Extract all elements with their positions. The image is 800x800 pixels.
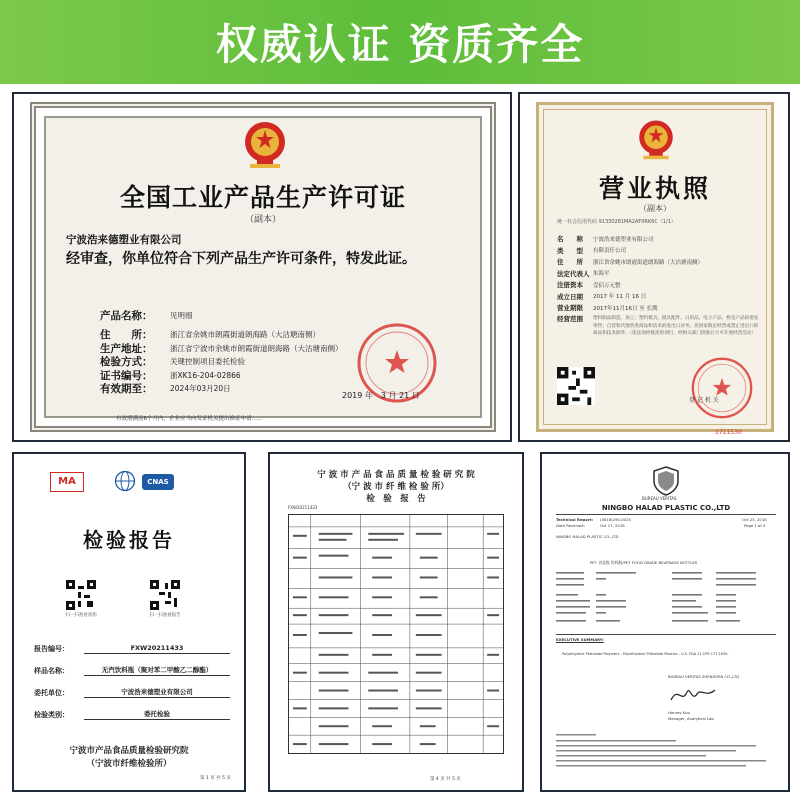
bureau-veritas-logo-icon bbox=[651, 466, 681, 496]
field-label: 名 称 bbox=[557, 235, 583, 244]
inspection-report-table-page bbox=[268, 452, 524, 792]
institute-subname: （宁 波 市 纤 维 检 验 所） bbox=[343, 482, 449, 492]
production-license-document bbox=[30, 102, 496, 432]
field-value: 见明细 bbox=[170, 310, 193, 320]
field-value: 壹佰万元整 bbox=[593, 282, 621, 289]
field-label: 法定代表人 bbox=[557, 269, 590, 278]
field-row bbox=[557, 245, 767, 257]
footer-lines bbox=[556, 732, 776, 772]
banner bbox=[0, 0, 800, 84]
field-value: 2024年03月20日 bbox=[170, 384, 231, 394]
qr-code-icon bbox=[66, 580, 96, 610]
field-label: 有效期至： bbox=[100, 383, 153, 396]
certificate-title: 全国工业产品生产许可证 bbox=[119, 183, 406, 212]
report-fields bbox=[34, 632, 230, 720]
ma-logo: MA bbox=[50, 472, 84, 492]
field-label: 检验方式： bbox=[100, 356, 153, 369]
field-value: 浙江省宁波市余姚市朗霞街道朗海路（大沽塘南侧） bbox=[170, 343, 343, 353]
business-scope: 塑料制品制造、加工；塑料模具、模具配件、日用品、电子产品、机电产品的批发零售；自营和代理各类商品和技术的进出口业务，但国家限定经营或禁止进出口的商品和技术除外。（依法须经批准的项目，经相关部门批准后方可开展经营活动） bbox=[593, 316, 759, 336]
divider bbox=[556, 634, 776, 635]
report-details-lines bbox=[556, 570, 776, 630]
license-fields bbox=[557, 233, 767, 314]
cnas-logo: CNAS bbox=[142, 474, 174, 490]
field-value: 有限责任公司 bbox=[593, 248, 627, 255]
report-title: 检验报告 bbox=[83, 528, 175, 552]
field-label: 营业期限 bbox=[557, 304, 583, 313]
certificate-footer-note: 有效期满前6个月内，企业应当向发证机关提出换证申请…… bbox=[116, 416, 263, 422]
inspection-report-cover bbox=[12, 452, 246, 792]
signer-name: Harvey Kuo bbox=[668, 710, 690, 715]
field-value: 无汽饮料瓶（聚对苯二甲酸乙二醇酯） bbox=[84, 666, 230, 676]
page-number: 第 1 页 共 5 页 bbox=[200, 776, 231, 781]
signature-icon bbox=[668, 684, 718, 706]
field-value: 2017 年 11 月 16 日 bbox=[593, 294, 647, 301]
report-number: (0818)290-0025 bbox=[600, 517, 631, 522]
qr-caption: 扫一扫查看真伪 bbox=[65, 613, 97, 618]
registration-authority: 登 记 机 关 bbox=[689, 397, 719, 404]
report-title: 检 验 报 告 bbox=[366, 494, 426, 504]
field-row bbox=[557, 302, 767, 314]
date-received-label: Date Received: bbox=[556, 523, 585, 528]
field-value: 关键控制项目委托检验 bbox=[170, 357, 245, 367]
field-row bbox=[34, 632, 230, 654]
report-company: NINGBO HALAD PLASTIC CO.,LTD bbox=[601, 504, 731, 512]
business-license-certificate bbox=[518, 92, 790, 442]
field-label: 产品名称： bbox=[100, 309, 153, 322]
field-value: 浙江省余姚市朗霞街道朗海路（大沽塘南侧） bbox=[170, 330, 320, 340]
technical-report-document bbox=[550, 462, 782, 784]
field-label: 证书编号： bbox=[100, 369, 153, 382]
field-value: 宁波浩来德塑业有限公司 bbox=[84, 688, 230, 698]
field-value: 宁波浩来德塑业有限公司 bbox=[593, 236, 654, 243]
qr-caption: 扫一扫查看报告 bbox=[149, 613, 181, 618]
scope-label: 经营范围 bbox=[557, 315, 583, 323]
globe-icon bbox=[114, 470, 136, 492]
summary-text: Polyethylene Phthalate Polymers - Polyethylene Phthalate Plastics - U.S. FDA 21 CFR 177.1630. bbox=[562, 652, 729, 656]
field-label: 住 所 bbox=[557, 258, 583, 267]
license-subtitle: （副本） bbox=[639, 204, 671, 213]
bureau-veritas-wordmark: BUREAU VERITAS bbox=[642, 496, 677, 501]
qr-code-icon bbox=[150, 580, 180, 610]
field-row bbox=[34, 654, 230, 676]
certificate-body: 经审查，你单位符合下列产品生产许可条件，特发此证。 bbox=[66, 251, 416, 267]
certificate-subtitle: （副本） bbox=[244, 215, 281, 225]
summary-title: EXECUTIVE SUMMARY: bbox=[556, 637, 604, 642]
serial-number: 1711530 bbox=[715, 429, 742, 436]
qr-code-icon bbox=[557, 367, 595, 405]
field-row bbox=[557, 279, 767, 291]
license-title: 营业执照 bbox=[598, 174, 711, 203]
national-emblem-icon bbox=[240, 118, 290, 170]
page-number: 第 4 页 共 5 页 bbox=[430, 777, 461, 782]
client-address: NINGBO HALAD PLASTIC CO.,LTD bbox=[556, 534, 619, 539]
field-value: 2017年11月16日 至 长期 bbox=[593, 305, 658, 312]
credit-code: 统一社会信用代码 91330281MA2AF0RK6C（1/1） bbox=[557, 219, 676, 225]
official-seal-icon bbox=[689, 355, 755, 421]
field-value: 浙江省余姚市朗霞街道朗海路（大沽塘南侧） bbox=[593, 259, 704, 266]
company-name: 宁波浩来德塑业有限公司 bbox=[66, 234, 182, 246]
divider bbox=[556, 514, 776, 515]
field-label: 样品名称： bbox=[34, 667, 69, 675]
production-license-certificate bbox=[12, 92, 512, 442]
field-label: 检验类别： bbox=[34, 711, 69, 719]
field-value: 浙XK16-204-02866 bbox=[170, 370, 241, 380]
field-label: 委托单位： bbox=[34, 689, 69, 697]
field-label: 成立日期 bbox=[557, 292, 583, 301]
issue-date: Oct 23, 2018 bbox=[742, 517, 767, 522]
lab-name: BUREAU VERITAS SHENZHEN CO.,LTD bbox=[668, 674, 740, 679]
field-label: 住 所： bbox=[100, 329, 153, 342]
report-title-label: Technical Report: bbox=[556, 517, 594, 522]
issue-date: 2019 年 3 月 21 日 bbox=[342, 391, 420, 400]
institute-name: 宁波市产品食品质量检验研究院 bbox=[69, 746, 189, 756]
field-value: 委托检验 bbox=[84, 710, 230, 720]
business-license-document bbox=[536, 102, 774, 436]
field-row bbox=[557, 268, 767, 280]
field-label: 类 型 bbox=[557, 246, 583, 255]
field-row bbox=[34, 698, 230, 720]
sample-description: PET 食品级 饮料瓶/PET FOOD GRADE BEVERAGE BOTTLES bbox=[590, 560, 698, 565]
field-row bbox=[557, 256, 767, 268]
field-label: 生产地址： bbox=[100, 342, 153, 355]
date-received: Oct 17, 2018 bbox=[600, 523, 625, 528]
field-value: FXW20211433 bbox=[84, 644, 230, 654]
report-number: FXW20211433 bbox=[288, 505, 318, 510]
page-number: Page 1 of 4 bbox=[744, 523, 766, 528]
institute-subname: （宁波市纤维检验所） bbox=[86, 759, 172, 769]
field-label: 报告编号： bbox=[34, 645, 69, 653]
institute-name: 宁 波 市 产 品 食 品 质 量 检 验 研 究 院 bbox=[317, 470, 475, 480]
signer-title: Manager, Analytical Lab bbox=[668, 716, 714, 721]
field-row bbox=[34, 676, 230, 698]
field-row bbox=[557, 291, 767, 303]
inspection-report-document bbox=[22, 462, 236, 784]
technical-report-page bbox=[540, 452, 790, 792]
national-emblem-icon bbox=[635, 117, 677, 161]
field-row bbox=[557, 233, 767, 245]
field-value: 朱海平 bbox=[593, 271, 610, 278]
field-label: 注册资本 bbox=[557, 281, 583, 290]
banner-title: 权威认证 资质齐全 bbox=[215, 20, 585, 69]
inspection-table-document bbox=[276, 460, 516, 784]
inspection-results-table bbox=[288, 514, 504, 754]
